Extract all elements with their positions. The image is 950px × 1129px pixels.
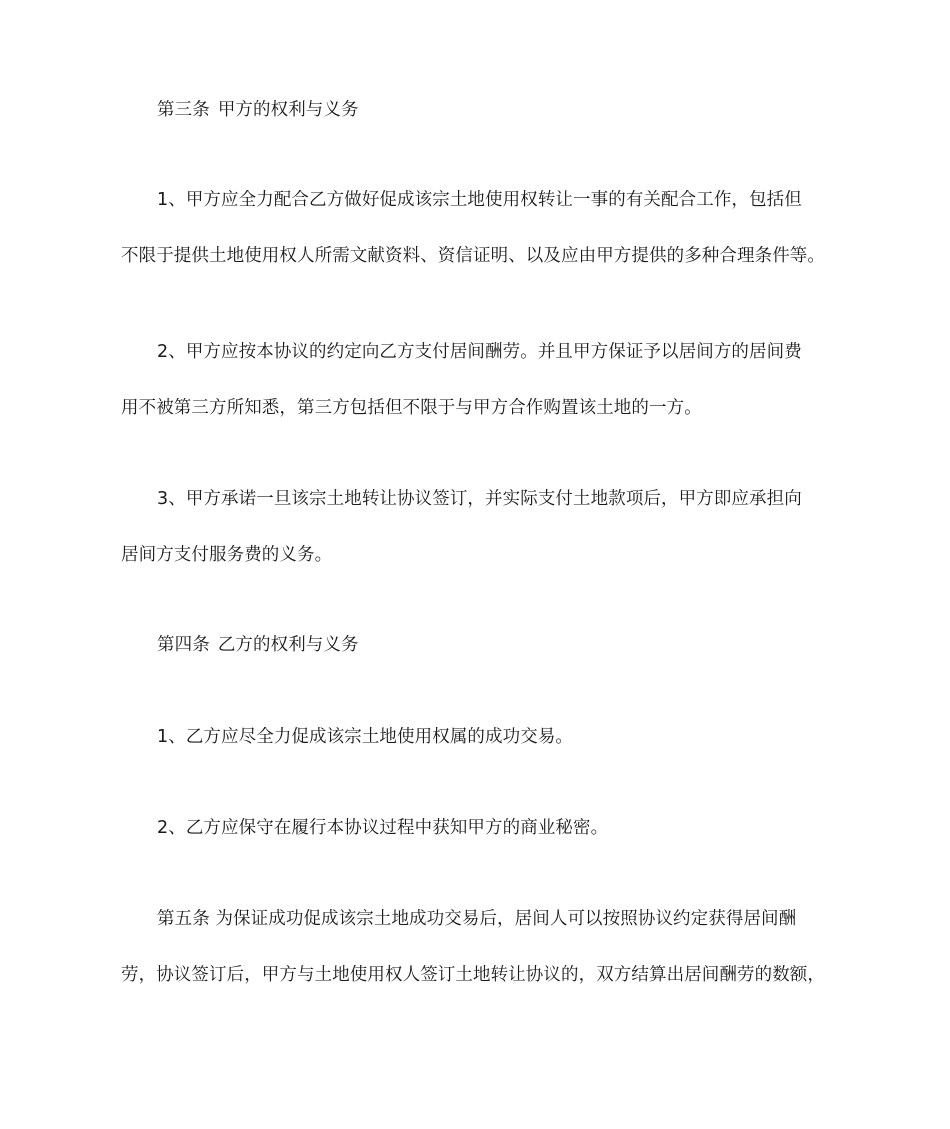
article3-heading (157, 98, 877, 122)
article5-line2: 劳，协议签订后，甲方与土地使用权人签订土地转让协议的，双方结算出居间酬劳的数额， (121, 965, 825, 985)
article3-item1-line2: 不限于提供土地使用权人所需文献资料、资信证明、以及应由甲方提供的多种合理条件等。 (121, 246, 825, 266)
article3-item2-line1: 2、甲方应按本协议的约定向乙方支付居间酬劳。并且甲方保证予以居间方的居间费 (157, 342, 802, 362)
article4-heading-number: 第四条 (157, 635, 210, 655)
article3-heading-number: 第三条 (157, 100, 210, 120)
article3-heading-title: 甲方的权利与义务 (217, 100, 359, 120)
article4-heading (157, 633, 877, 657)
article3-item1-line1: 1、甲方应全力配合乙方做好促成该宗土地使用权转让一事的有关配合工作，包括但 (157, 190, 802, 210)
article3-item2-line2: 用不被第三方所知悉，第三方包括但不限于与甲方合作购置该土地的一方。 (121, 398, 702, 418)
article5-line1: 第五条 为保证成功促成该宗土地成功交易后，居间人可以按照协议约定获得居间酬 (157, 909, 797, 929)
article4-item2: 2、乙方应保守在履行本协议过程中获知甲方的商业秘密。 (157, 818, 609, 838)
article3-item3-line1: 3、甲方承诺一旦该宗土地转让协议签订，并实际支付土地款项后，甲方即应承担向 (157, 489, 802, 509)
article3-item3-line2: 居间方支付服务费的义务。 (121, 545, 333, 565)
article4-heading-title: 乙方的权利与义务 (217, 635, 359, 655)
article4-item1: 1、乙方应尽全力促成该宗土地使用权属的成功交易。 (157, 727, 574, 747)
